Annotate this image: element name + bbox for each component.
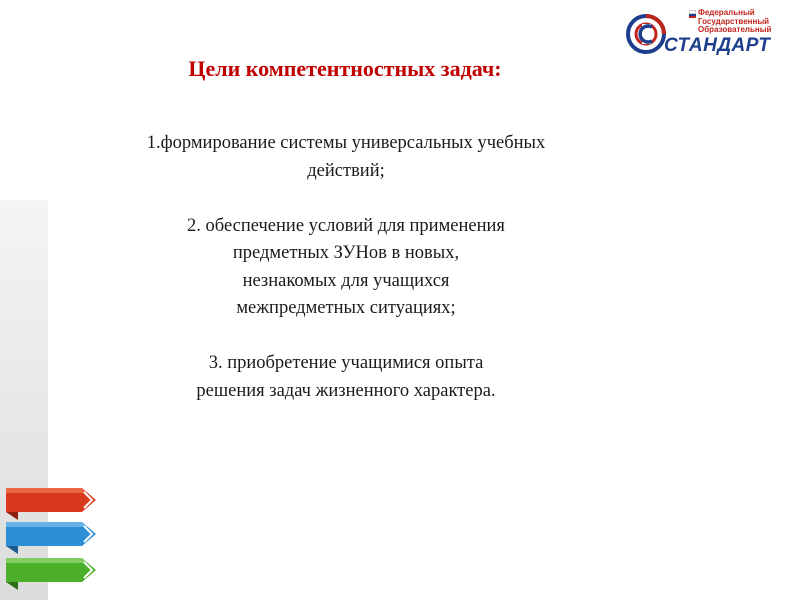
goal-2-line-4: межпредметных ситуациях; — [236, 298, 456, 318]
goal-1-line-1: 1.формирование системы универсальных учебных — [146, 133, 546, 153]
goal-1-line-2: действий; — [307, 160, 385, 181]
goal-3-line-2: решения задач жизненного характера. — [196, 380, 496, 401]
goal-3-line-1: 3. приобретение учащимися опыта — [208, 353, 484, 373]
goal-2-line-1: 2. обеспечение условий для применения — [187, 215, 505, 236]
blue-ribbon-arrow — [6, 522, 96, 554]
logo-caption — [698, 9, 771, 35]
ribbon-arrows-decoration — [0, 480, 110, 600]
red-ribbon-arrow — [6, 488, 96, 520]
goals-list — [36, 130, 656, 405]
goal-2-line-3: незнакомых для учащихся — [242, 270, 450, 291]
russian-flag-icon — [689, 10, 696, 16]
band-caption — [8, 212, 18, 312]
logo-line-3: Образовательный — [698, 25, 772, 34]
logo-line-1: Федеральный — [698, 8, 755, 17]
logo-line-2: Государственный — [698, 16, 770, 26]
slide-title: Цели компетентностных задач: — [188, 56, 502, 81]
goal-2-line-2: предметных ЗУНов в новых, — [232, 243, 460, 263]
logo-wordmark: СТАНДАРТ — [664, 35, 771, 56]
green-ribbon-arrow — [6, 558, 96, 590]
